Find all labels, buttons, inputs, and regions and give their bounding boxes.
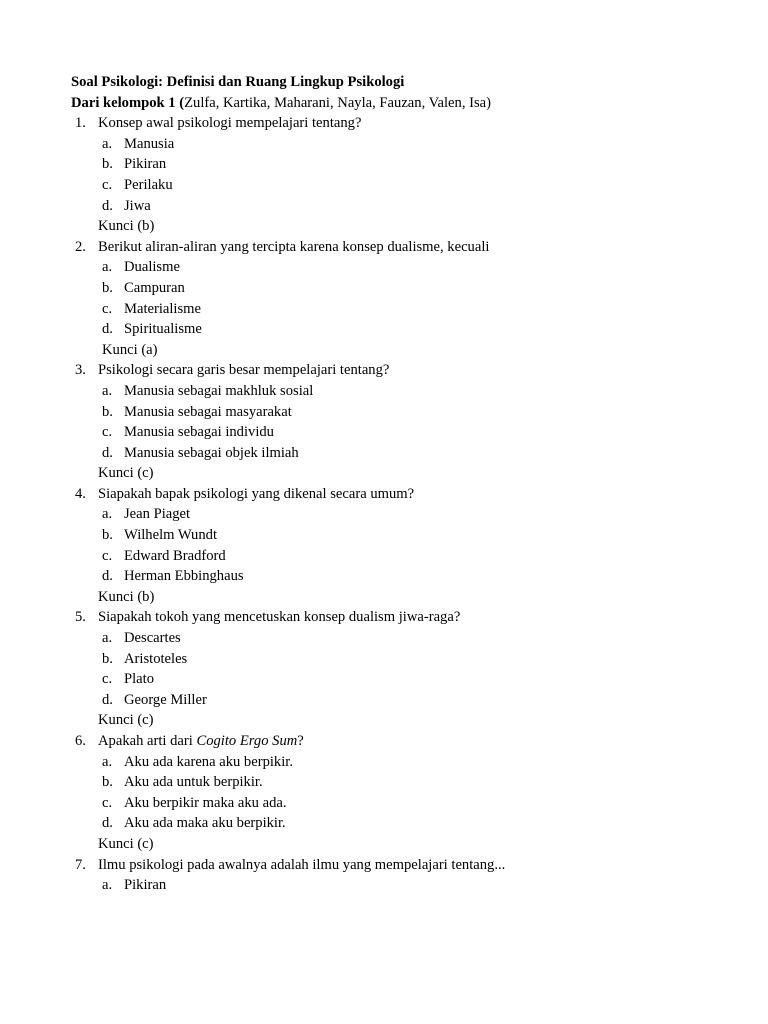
answer-key (0, 463, 768, 484)
option-item (0, 772, 768, 793)
answer-key (0, 710, 768, 731)
option-letter: c. (102, 424, 113, 441)
option-text: Aku ada maka aku berpikir. (124, 815, 286, 832)
option-text: Wilhelm Wundt (124, 527, 217, 544)
question-text: Berikut aliran-aliran yang tercipta karena konsep dualisme, kecuali (98, 238, 490, 255)
option-item (0, 566, 768, 587)
question-text (98, 731, 304, 752)
option-item (0, 649, 768, 670)
option-letter: a. (102, 135, 113, 152)
question-text: Konsep awal psikologi mempelajari tentang? (98, 115, 362, 132)
answer-key (0, 587, 768, 608)
option-letter: c. (102, 547, 113, 564)
option-item (0, 402, 768, 423)
document-title: Soal Psikologi: Definisi dan Ruang Lingkup Psikologi (71, 74, 405, 90)
question-number: 3. (75, 362, 86, 379)
option-item (0, 669, 768, 690)
option-letter: a. (102, 753, 113, 770)
option-letter: c. (102, 794, 113, 811)
option-text: Spiritualisme (124, 321, 202, 338)
option-item (0, 793, 768, 814)
option-letter: d. (102, 444, 113, 461)
question-text: Siapakah bapak psikologi yang dikenal secara umum? (98, 485, 415, 502)
option-letter: c. (102, 671, 113, 688)
question-5 (0, 607, 768, 628)
question-number: 1. (75, 115, 86, 132)
option-letter: d. (102, 321, 113, 338)
option-letter: b. (102, 279, 113, 296)
option-item (0, 196, 768, 217)
option-item (0, 690, 768, 711)
question-4 (0, 484, 768, 505)
option-letter: b. (102, 156, 113, 173)
question-text: Siapakah tokoh yang mencetuskan konsep dualism jiwa-raga? (98, 609, 461, 626)
option-text: Aristoteles (124, 650, 188, 667)
option-text: Dualisme (124, 259, 180, 276)
answer-key-text: Kunci (b) (98, 588, 155, 605)
group-label: Dari kelompok 1 ( (71, 94, 185, 111)
question-number: 7. (75, 856, 86, 873)
option-letter: b. (102, 403, 113, 420)
question-2 (0, 237, 768, 258)
option-item (0, 175, 768, 196)
option-item (0, 752, 768, 773)
option-letter: b. (102, 527, 113, 544)
option-text: Descartes (124, 630, 181, 647)
option-item (0, 134, 768, 155)
option-text: Jean Piaget (124, 506, 191, 523)
question-text-after: ? (297, 733, 304, 749)
option-text: Aku ada karena aku berpikir. (124, 753, 293, 770)
option-text: George Miller (124, 691, 207, 708)
question-number: 2. (75, 238, 86, 255)
answer-key-text: Kunci (a) (102, 341, 158, 358)
option-letter: d. (102, 815, 113, 832)
option-letter: d. (102, 691, 113, 708)
question-number: 6. (75, 733, 86, 749)
option-text: Manusia sebagai makhluk sosial (124, 382, 314, 399)
option-text: Aku berpikir maka aku ada. (124, 794, 287, 811)
option-text: Manusia sebagai individu (124, 424, 274, 441)
option-item (0, 504, 768, 525)
answer-key-text: Kunci (c) (98, 712, 154, 729)
option-text: Campuran (124, 279, 185, 296)
option-letter: c. (102, 176, 113, 193)
question-text: Psikologi secara garis besar mempelajari tentang? (98, 362, 390, 379)
option-letter: a. (102, 506, 113, 523)
option-item (0, 525, 768, 546)
group-members: Zulfa, Kartika, Maharani, Nayla, Fauzan, Valen, Isa) (184, 94, 491, 111)
answer-key-text: Kunci (c) (98, 835, 154, 852)
option-item (0, 813, 768, 834)
option-letter: b. (102, 774, 113, 791)
option-letter: d. (102, 568, 113, 585)
option-item (0, 546, 768, 567)
option-letter: b. (102, 650, 113, 667)
question-text: Ilmu psikologi pada awalnya adalah ilmu yang mempelajari tentang... (98, 856, 506, 873)
question-1 (0, 113, 768, 134)
option-text: Herman Ebbinghaus (124, 568, 244, 585)
option-item (0, 422, 768, 443)
question-6 (0, 731, 768, 752)
option-text: Materialisme (124, 300, 201, 317)
answer-key-text: Kunci (c) (98, 465, 154, 482)
option-text: Manusia sebagai masyarakat (124, 403, 292, 420)
option-text: Edward Bradford (124, 547, 226, 564)
document-page (0, 72, 768, 896)
option-item (0, 257, 768, 278)
question-number: 4. (75, 485, 86, 502)
option-item (0, 443, 768, 464)
question-7 (0, 855, 768, 876)
option-letter: a. (102, 259, 113, 276)
option-letter: a. (102, 382, 113, 399)
question-3 (0, 360, 768, 381)
option-item (0, 319, 768, 340)
option-text: Jiwa (124, 197, 151, 214)
option-item (0, 154, 768, 175)
option-text: Manusia (124, 135, 175, 152)
question-text-before: Apakah arti dari (98, 733, 197, 749)
option-text: Plato (124, 671, 154, 688)
answer-key (0, 216, 768, 237)
question-number: 5. (75, 609, 86, 626)
option-letter: d. (102, 197, 113, 214)
option-item (0, 278, 768, 299)
answer-key (0, 340, 768, 361)
option-text: Manusia sebagai objek ilmiah (124, 444, 299, 461)
option-letter: a. (102, 630, 113, 647)
option-item (0, 381, 768, 402)
option-text: Pikiran (124, 156, 167, 173)
option-text: Pikiran (124, 877, 167, 894)
option-text: Aku ada untuk berpikir. (124, 774, 263, 791)
option-text: Perilaku (124, 176, 173, 193)
option-item (0, 299, 768, 320)
option-letter: a. (102, 877, 113, 894)
answer-key (0, 834, 768, 855)
option-letter: c. (102, 300, 113, 317)
option-item (0, 628, 768, 649)
group-line (0, 93, 768, 114)
question-text-italic: Cogito Ergo Sum (196, 733, 298, 749)
option-item (0, 875, 768, 896)
answer-key-text: Kunci (b) (98, 218, 155, 235)
